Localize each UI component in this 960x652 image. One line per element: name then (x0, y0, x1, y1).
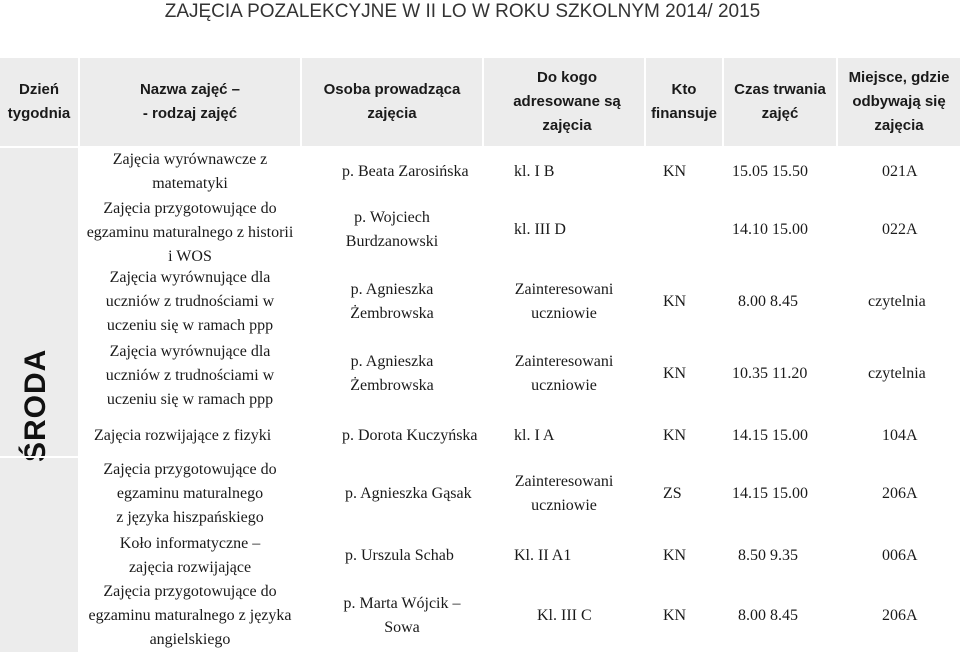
row-4-funder: KN (663, 365, 687, 382)
row-2-time: 14.10 15.00 (732, 221, 808, 238)
row-8-teacher: p. Marta Wójcik – Sowa (343, 595, 461, 636)
row-5-teacher: p. Dorota Kuczyńska (342, 427, 478, 444)
row-5-name: Zajęcia rozwijające z fizyki (94, 427, 272, 444)
header-day: Dzień tygodnia (7, 81, 71, 122)
row-8-funder: KN (663, 607, 687, 624)
row-1-time: 15.05 15.50 (732, 163, 808, 180)
header-divider (482, 58, 484, 146)
row-7-name: Koło informatyczne – zajęcia rozwijające (119, 535, 261, 576)
row-1-name: Zajęcia wyrównawcze z matematyki (112, 151, 268, 192)
row-2-audience: kl. III D (514, 221, 566, 238)
row-1-teacher: p. Beata Zarosińska (342, 163, 469, 180)
row-2-place: 022A (882, 221, 918, 238)
row-6-time: 14.15 15.00 (732, 485, 808, 502)
header-divider (78, 58, 80, 146)
row-8-audience: Kl. III C (537, 607, 592, 624)
header-teacher: Osoba prowadząca zajęcia (323, 81, 461, 122)
row-8-name: Zajęcia przygotowujące do egzaminu maturalnego z języka angielskiego (88, 583, 292, 648)
header-audience: Do kogo adresowane są zajęcia (513, 69, 621, 134)
row-3-teacher: p. Agnieszka Żembrowska (350, 281, 434, 322)
row-5-place: 104A (882, 427, 918, 444)
row-4-place: czytelnia (868, 365, 926, 382)
header-duration: Czas trwania zajęć (734, 81, 826, 122)
header-divider (644, 58, 646, 146)
row-7-place: 006A (882, 547, 918, 564)
row-2-name: Zajęcia przygotowujące do egzaminu maturalnego z historii i WOS (86, 200, 294, 265)
row-5-time: 14.15 15.00 (732, 427, 808, 444)
row-6-name: Zajęcia przygotowujące do egzaminu maturalnego z języka hiszpańskiego (103, 461, 277, 526)
row-7-funder: KN (663, 547, 687, 564)
row-1-place: 021A (882, 163, 918, 180)
row-6-place: 206A (882, 485, 918, 502)
row-6-funder: ZS (663, 485, 682, 502)
header-place: Miejsce, gdzie odbywają się zajęcia (848, 69, 950, 134)
row-4-teacher: p. Agnieszka Żembrowska (350, 353, 434, 394)
row-4-audience: Zainteresowani uczniowie (514, 353, 614, 394)
row-8-place: 206A (882, 607, 918, 624)
row-3-place: czytelnia (868, 293, 926, 310)
page-title: ZAJĘCIA POZALEKCYJNE W II LO W ROKU SZKOLNYM 2014/ 2015 (164, 1, 761, 22)
day-label: ŚRODA (19, 348, 52, 462)
row-7-time: 8.50 9.35 (738, 547, 798, 564)
row-3-audience: Zainteresowani uczniowie (514, 281, 614, 322)
row-7-audience: Kl. II A1 (514, 547, 572, 564)
row-3-time: 8.00 8.45 (738, 293, 798, 310)
row-6-audience: Zainteresowani uczniowie (514, 473, 614, 514)
row-3-funder: KN (663, 293, 687, 310)
row-4-name: Zajęcia wyrównujące dla uczniów z trudnościami w uczeniu się w ramach ppp (105, 343, 275, 408)
row-6-teacher: p. Agnieszka Gąsak (345, 485, 472, 502)
header-divider (722, 58, 724, 146)
row-2-teacher: p. Wojciech Burdzanowski (345, 209, 439, 250)
header-name: Nazwa zajęć – - rodzaj zajęć (139, 81, 241, 122)
header-divider (836, 58, 838, 146)
row-5-audience: kl. I A (514, 427, 555, 444)
row-3-name: Zajęcia wyrównujące dla uczniów z trudnościami w uczeniu się w ramach ppp (105, 269, 275, 334)
row-1-funder: KN (663, 163, 687, 180)
row-1-audience: kl. I B (514, 163, 555, 180)
row-4-time: 10.35 11.20 (732, 365, 808, 382)
row-5-funder: KN (663, 427, 687, 444)
row-7-teacher: p. Urszula Schab (345, 547, 454, 564)
header-funder: Kto finansuje (651, 81, 717, 122)
header-divider (300, 58, 302, 146)
row-8-time: 8.00 8.45 (738, 607, 798, 624)
